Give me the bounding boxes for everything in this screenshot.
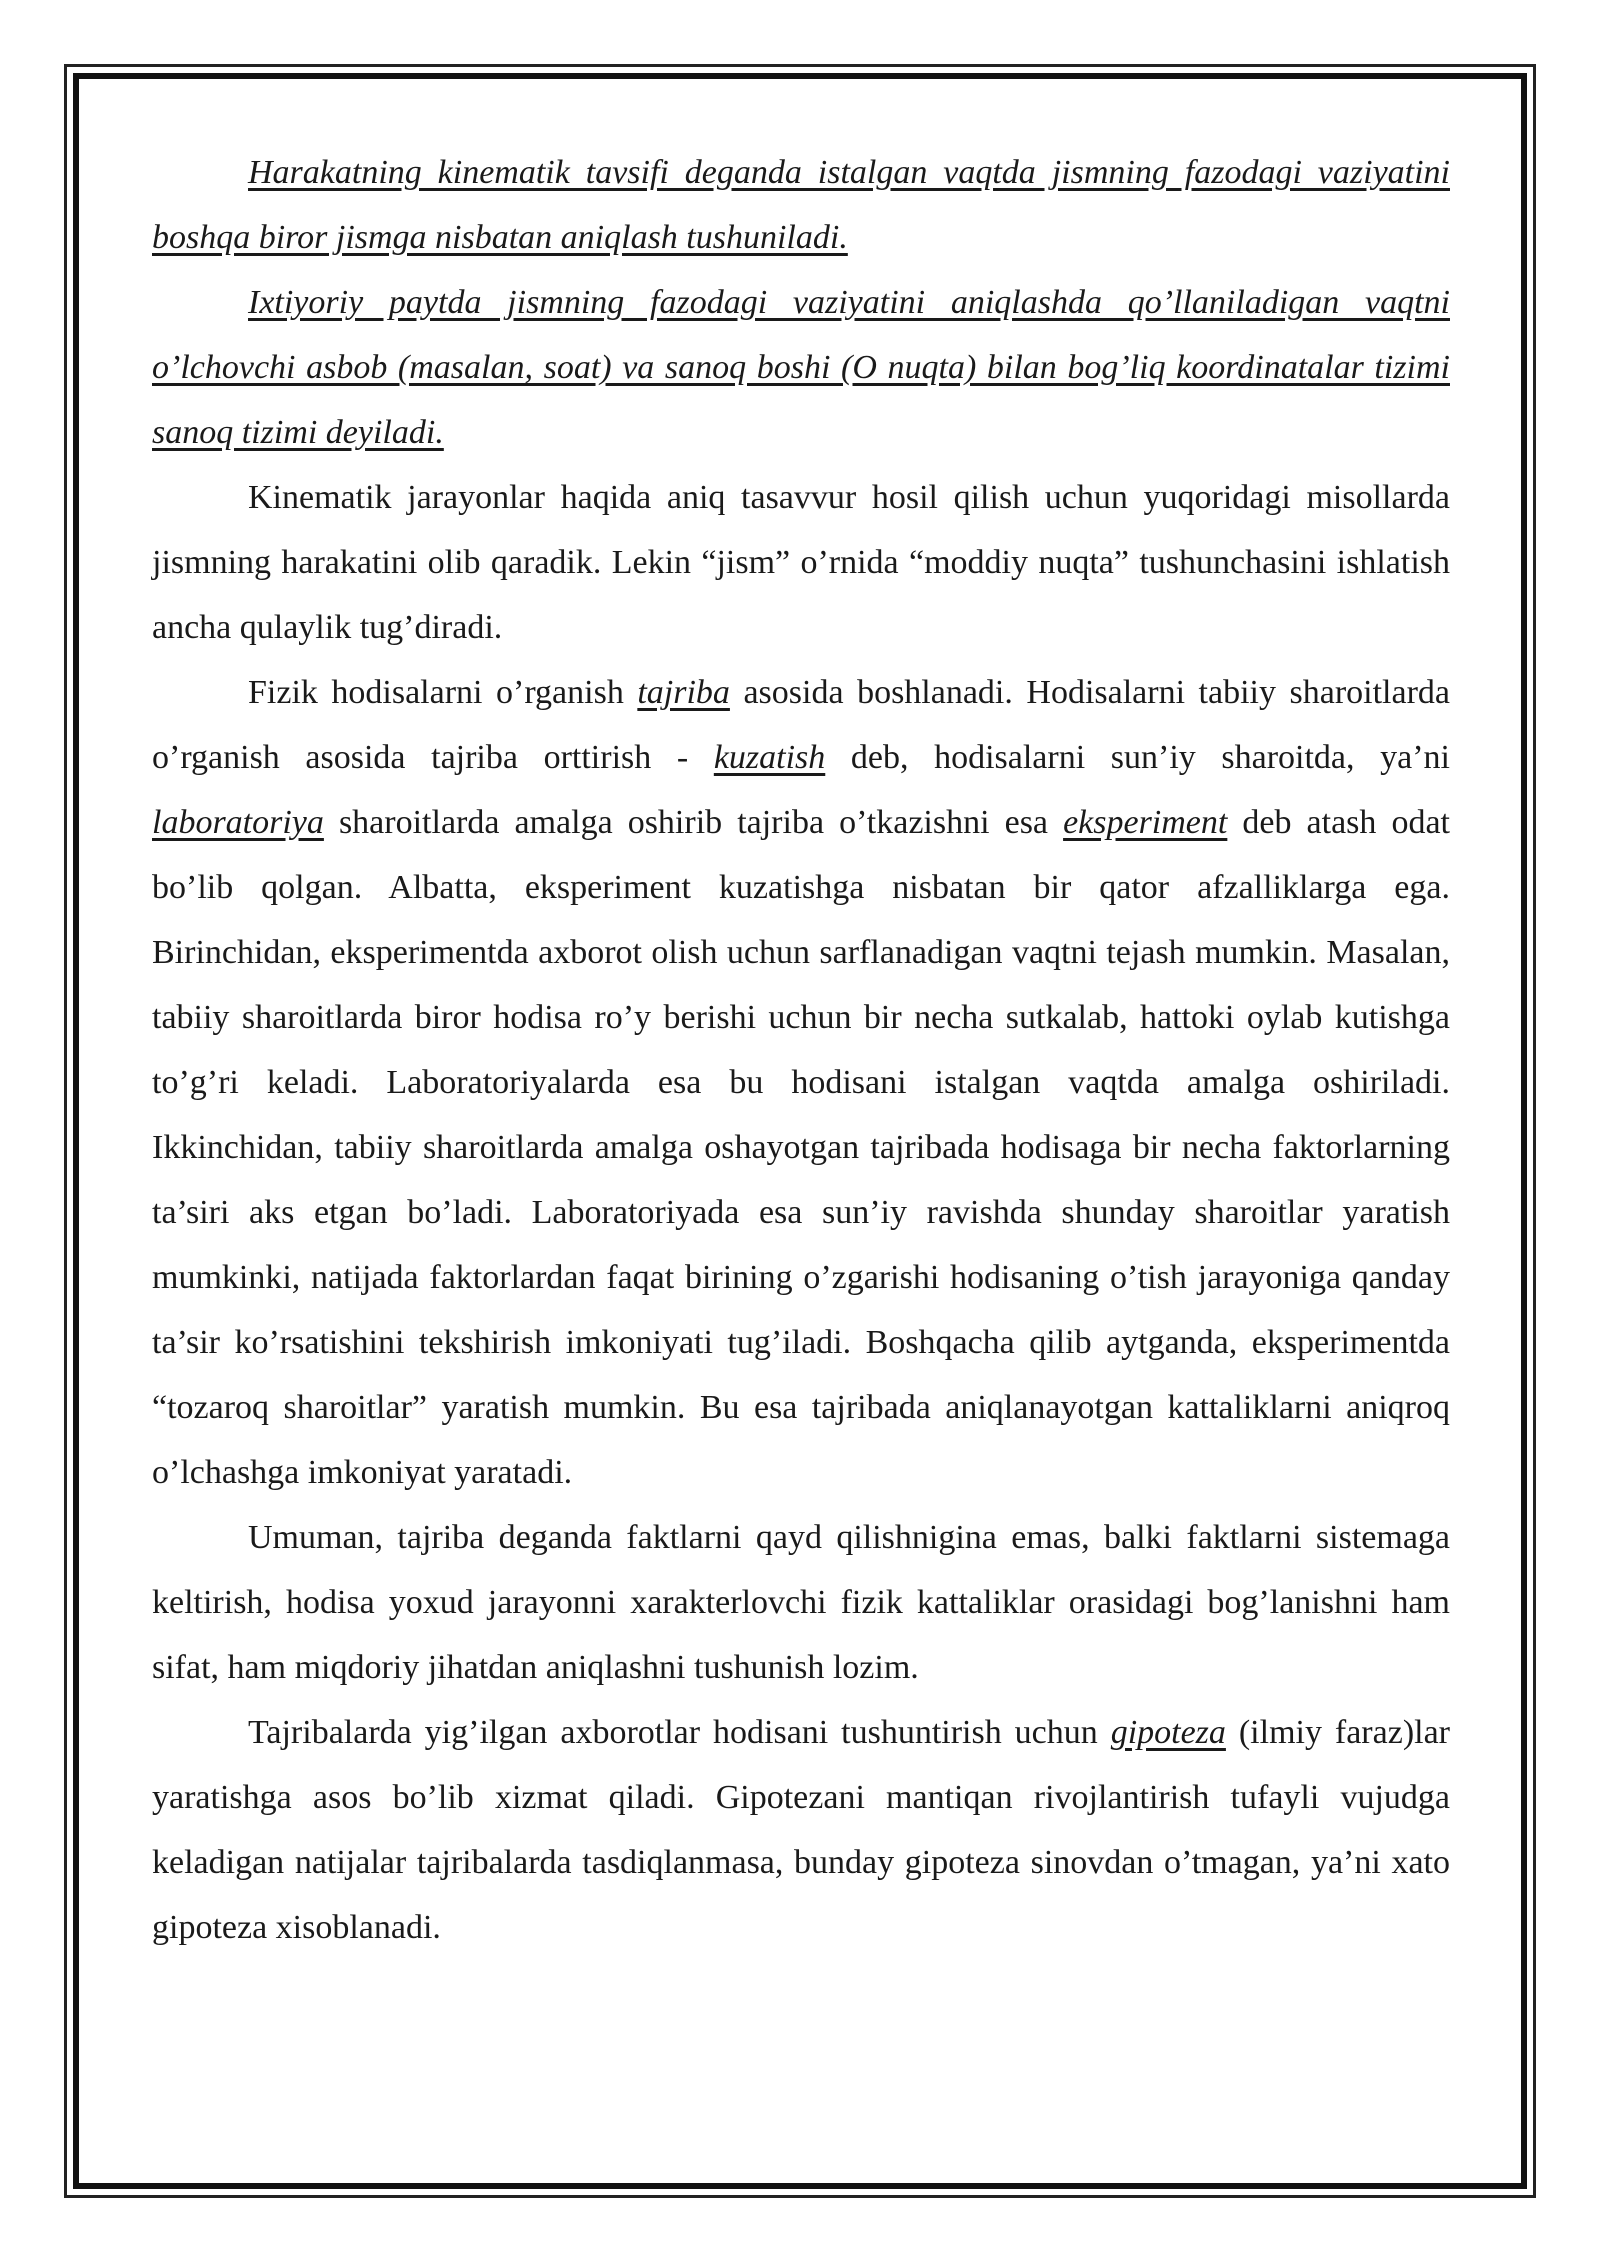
term-gipoteza: gipoteza — [1110, 1714, 1226, 1751]
document-body — [152, 140, 1450, 1960]
text-run: Fizik hodisalarni o’rganish — [248, 674, 638, 711]
definition-kinematic-description — [152, 140, 1450, 270]
paragraph-experiment — [152, 660, 1450, 1505]
text-run: sharoitlarda amalga oshirib tajriba o’tkazishni esa — [323, 804, 1064, 841]
paragraph-hypothesis — [152, 1700, 1450, 1960]
text-run: deb, hodisalarni sun’iy sharoitda, ya’ni — [825, 739, 1451, 776]
definition-text: Harakatning kinematik tavsifi deganda istalgan vaqtda jismning fazodagi vaziyatini boshqa biror jismga nisbatan aniqlash tushuniladi. — [152, 154, 1450, 256]
term-tajriba: tajriba — [637, 674, 730, 711]
term-laboratoriya: laboratoriya — [152, 804, 324, 841]
text-run: deb atash odat bo’lib qolgan. Albatta, eksperiment kuzatishga nisbatan bir qator afzalliklarga ega. Birinchidan, eksperimentda axborot olish uchun sarflanadigan vaqtni tejash mumkin. Masalan, tabiiy sharoitlarda biror hodisa ro’y berishi uchun bir necha sutkalab, hattoki oylab kutishga to’g’ri keladi. Laboratoriyalarda esa bu hodisani istalgan vaqtda amalga oshiriladi. Ikkinchidan, tabiiy sharoitlarda amalga oshayotgan tajribada hodisaga bir necha faktorlarning ta’siri aks etgan bo’ladi. Laboratoriyada esa sun’iy ravishda shunday sharoitlar yaratish mumkinki, natijada faktorlardan faqat birining o’zgarishi hodisaning o’tish jarayoniga qanday ta’sir ko’rsatishini tekshirish imkoniyati tug’iladi. Boshqacha qilib aytganda, eksperimentda “tozaroq sharoitlar” yaratish mumkin. Bu esa tajribada aniqlanayotgan kattaliklarni aniqroq o’lchashga imkoniyat yaratadi. — [152, 804, 1450, 1491]
text-run: asosida boshlanadi. Hodisalarni tabiiy sharoitlarda o’rganish asosida tajriba orttirish - — [152, 674, 1450, 776]
definition-text: Ixtiyoriy paytda jismning fazodagi vaziyatini aniqlashda qo’llaniladigan vaqtni o’lchovchi asbob (masalan, soat) va sanoq boshi (O nuqta) bilan bog’liq koordinatalar tizimi sanoq tizimi deyiladi. — [152, 284, 1450, 451]
text-run: Tajribalarda yig’ilgan axborotlar hodisani tushuntirish uchun — [248, 1714, 1111, 1751]
paragraph-experience-meaning: Umuman, tajriba deganda faktlarni qayd qilishnigina emas, balki faktlarni sistemaga keltirish, hodisa yoxud jarayonni xarakterlovchi fizik kattaliklar orasidagi bog’lanishni ham sifat, ham miqdoriy jihatdan aniqlashni tushunish lozim. — [152, 1519, 1450, 1686]
paragraph-kinematic-processes: Kinematik jarayonlar haqida aniq tasavvur hosil qilish uchun yuqoridagi misollarda jismning harakatini olib qaradik. Lekin “jism” o’rnida “moddiy nuqta” tushunchasini ishlatish ancha qulaylik tug’diradi. — [152, 479, 1450, 646]
term-kuzatish: kuzatish — [713, 739, 826, 776]
term-eksperiment: eksperiment — [1063, 804, 1228, 841]
definition-reference-system — [152, 270, 1450, 465]
text-run: (ilmiy faraz)lar yaratishga asos bo’lib xizmat qiladi. Gipotezani mantiqan rivojlantirish tufayli vujudga keladigan natijalar tajribalarda tasdiqlanmasa, bunday gipoteza sinovdan o’tmagan, ya’ni xato gipoteza xisoblanadi. — [152, 1714, 1450, 1946]
